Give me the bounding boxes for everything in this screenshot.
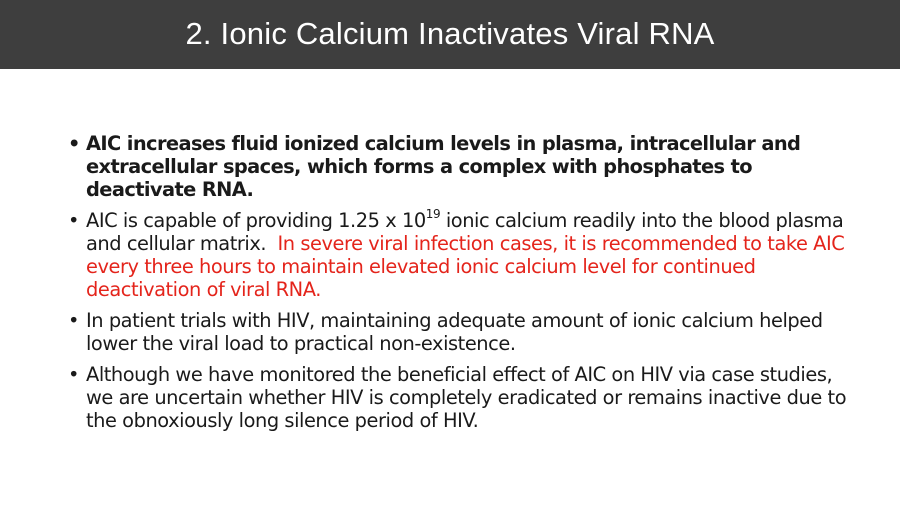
slide-title: 2. Ionic Calcium Inactivates Viral RNA (185, 15, 715, 51)
bullet-text: AIC increases fluid ionized calcium levels in plasma, intracellular and extracellular spaces, which forms a complex with phosphates to deactivate RNA. (86, 132, 801, 201)
bullet-list (68, 132, 858, 440)
bullet-text: In patient trials with HIV, maintaining adequate amount of ionic calcium helped lower the viral load to practical non-existence. (86, 309, 823, 355)
bullet-item (68, 132, 858, 201)
bullet-dot: • (68, 309, 79, 332)
bullet-dot: • (68, 132, 80, 155)
title-bar (0, 0, 900, 69)
bullet-text: Although we have monitored the beneficial effect of AIC on HIV via case studies, we are uncertain whether HIV is completely eradicated or remains inactive due to the obnoxiously long silence period of HIV. (86, 363, 847, 432)
bullet-item (68, 309, 858, 355)
highlighted-recommendation: In severe viral infection cases, it is recommended to take AIC every three hours to maintain elevated ionic calcium level for continued deactivation of viral RNA. (86, 232, 845, 301)
bullet-dot: • (68, 363, 79, 386)
bullet-text-continued: ionic calcium readily into the blood plasma and cellular matrix. (86, 209, 844, 255)
bullet-text: AIC is capable of providing 1.25 x 10 (86, 209, 426, 232)
bullet-exponent: 19 (425, 206, 441, 221)
bullet-item (68, 206, 858, 301)
bullet-dot: • (68, 209, 79, 232)
bullet-item (68, 363, 858, 432)
